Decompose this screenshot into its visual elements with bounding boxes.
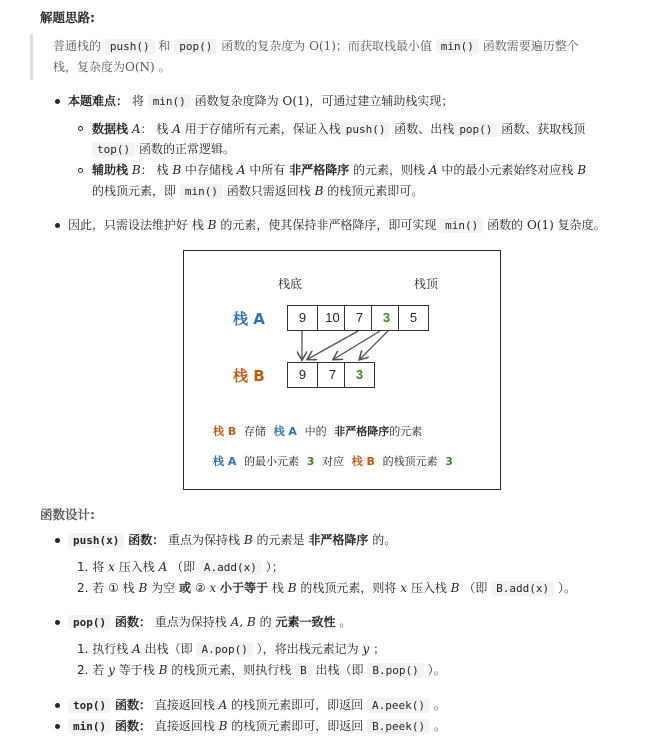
stack-b-label: 栈 B	[233, 367, 265, 385]
bullet-dot	[55, 538, 60, 543]
bullet-dot	[55, 703, 60, 708]
arrow	[308, 331, 358, 359]
diagram-caption-1: 栈 B 存储 栈 A 中的 非严格降序的元素	[213, 425, 423, 438]
code-pop: pop()	[174, 39, 217, 54]
quote-line-1: 普通栈的 push() 和 pop() 函数的复杂度为 O(1)；而获取栈最小值 min() 函数需要遍历整个	[53, 39, 579, 53]
stack-a-label: 栈 A	[233, 310, 265, 328]
stack-diagram	[183, 250, 501, 490]
difficulty-line: 本题难点： 将 min() 函数复杂度降为 O(1)，可通过建立辅助栈实现；	[68, 94, 454, 108]
design-title: 函数设计:	[40, 507, 95, 522]
data-stack-line-1: 数据栈 A： 栈 A 用于存储所有元素，保证入栈 push() 函数、出栈 pop() 函数、获取栈顶	[92, 122, 586, 136]
circle-bullet	[78, 126, 83, 131]
stack-a-cell: 10	[317, 305, 348, 331]
bullet-dot	[55, 724, 60, 729]
top-line: top() 函数： 直接返回栈 A 的栈顶元素即可，即返回 A.peek() 。	[68, 695, 446, 716]
stack-a-cell: 5	[398, 305, 429, 331]
aux-stack-line-2: 的栈顶元素，即 min() 函数只需返回栈 B 的栈顶元素即可。	[92, 184, 424, 198]
bottom-label: 栈底	[278, 277, 303, 291]
stack-a-cell: 3	[371, 305, 402, 331]
conclusion-line: 因此，只需设法维护好 栈 B 的元素，使其保持非严格降序，即可实现 min() 函数的 O(1) 复杂度。	[68, 218, 606, 232]
diagram-caption-2: 栈 A 的最小元素 3 对应 栈 B 的栈顶元素 3	[213, 455, 453, 468]
data-stack-line-2: top() 函数的正常逻辑。	[92, 139, 235, 160]
bullet-dot	[55, 99, 60, 104]
stack-b-cell: 7	[317, 362, 348, 388]
stack-a-cell: 7	[344, 305, 375, 331]
push-line: push(x) 函数： 重点为保持栈 B 的元素是 非严格降序 的。	[68, 530, 396, 551]
stack-b-cell: 3	[344, 362, 375, 388]
circle-bullet	[78, 168, 83, 173]
bullet-dot	[55, 620, 60, 625]
quote-line-2: 栈，复杂度为O(N) 。	[53, 60, 171, 74]
pop-step-2: 2. 若 y 等于栈 B 的栈顶元素，则执行栈 B 出栈（即 B.pop() ）。	[77, 663, 446, 677]
bullet-dot	[55, 223, 60, 228]
intro-quote	[30, 34, 636, 80]
push-step-2: 2. 若 ① 栈 B 为空 或 ② x 小于等于 栈 B 的栈顶元素，则将 x 压入栈 B （即 B.add(x) ）。	[77, 581, 576, 595]
section-title: 解题思路:	[40, 10, 95, 25]
code-push: push()	[105, 39, 155, 54]
aux-stack-line-1: 辅助栈 B： 栈 B 中存储栈 A 中所有 非严格降序 的元素，则栈 A 中的最小元素始终对应栈 B	[92, 163, 587, 177]
push-step-1: 1. 将 x 压入栈 A （即 A.add(x) ）；	[77, 560, 284, 574]
min-line: min() 函数： 直接返回栈 B 的栈顶元素即可，即返回 B.peek() 。	[68, 716, 446, 737]
top-label: 栈顶	[414, 277, 439, 291]
pop-line: pop() 函数： 重点为保持栈 A, B 的 元素一致性 。	[68, 612, 351, 633]
stack-b-cell: 9	[287, 362, 318, 388]
pop-step-1: 1. 执行栈 A 出栈（即 A.pop() ），将出栈元素记为 y ；	[77, 642, 386, 656]
code-min: min()	[436, 39, 479, 54]
stack-a-cell: 9	[287, 305, 318, 331]
